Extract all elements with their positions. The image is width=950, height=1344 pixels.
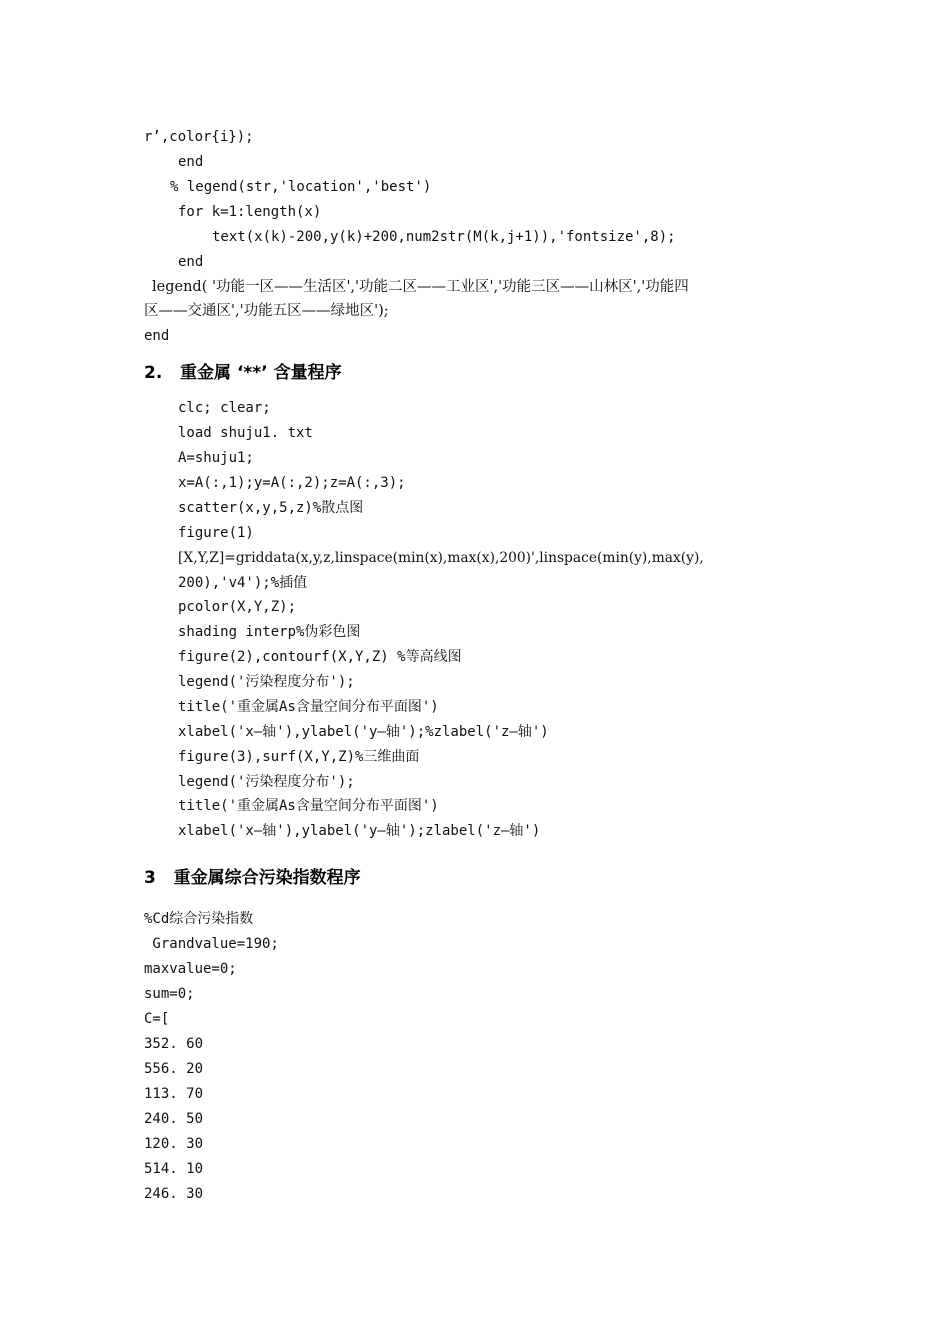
code-line: title('重金属As含量空间分布平面图')	[178, 699, 439, 715]
code-line: shading interp%伪彩色图	[178, 624, 361, 640]
section-heading: 2. 重金属 ‘**’ 含量程序	[144, 363, 342, 383]
code-line: legend( '功能一区——生活区','功能二区——工业区','功能三区——山林区','功能四	[152, 279, 689, 295]
code-line: Grandvalue=190;	[144, 936, 279, 952]
data-value: 246. 30	[144, 1186, 204, 1202]
code-line: legend('污染程度分布');	[178, 674, 355, 690]
code-line: 200),'v4');%插值	[178, 575, 308, 591]
code-line: pcolor(X,Y,Z);	[178, 599, 297, 615]
code-line: x=A(:,1);y=A(:,2);z=A(:,3);	[178, 475, 406, 491]
code-line: maxvalue=0;	[144, 961, 237, 977]
code-line: text(x(k)-200,y(k)+200,num2str(M(k,j+1)),'fontsize',8);	[212, 229, 676, 245]
code-line: figure(3),surf(X,Y,Z)%三维曲面	[178, 749, 420, 765]
data-value: 240. 50	[144, 1111, 204, 1127]
code-line: title('重金属As含量空间分布平面图')	[178, 798, 439, 814]
code-line: 区——交通区','功能五区——绿地区');	[144, 303, 389, 319]
code-line: xlabel('x—轴'),ylabel('y—轴');%zlabel('z—轴')	[178, 724, 549, 740]
code-line: [X,Y,Z]=griddata(x,y,z,linspace(min(x),max(x),200)',linspace(min(y),max(y),	[178, 550, 704, 566]
code-line: end	[178, 254, 204, 270]
code-line: figure(2),contourf(X,Y,Z) %等高线图	[178, 649, 462, 665]
code-line: C=[	[144, 1011, 170, 1027]
code-line: % legend(str,'location','best')	[170, 179, 432, 195]
code-line: r’,color{i});	[144, 129, 254, 145]
data-value: 514. 10	[144, 1161, 204, 1177]
section-heading: 3 重金属综合污染指数程序	[144, 868, 361, 888]
code-line: sum=0;	[144, 986, 195, 1002]
code-line: legend('污染程度分布');	[178, 774, 355, 790]
data-value: 556. 20	[144, 1061, 204, 1077]
code-line: A=shuju1;	[178, 450, 254, 466]
code-line: end	[144, 328, 170, 344]
code-line: %Cd综合污染指数	[144, 911, 254, 927]
code-line: figure(1)	[178, 525, 254, 541]
code-line: scatter(x,y,5,z)%散点图	[178, 500, 364, 516]
data-value: 352. 60	[144, 1036, 204, 1052]
data-value: 120. 30	[144, 1136, 204, 1152]
data-value: 113. 70	[144, 1086, 204, 1102]
code-line: xlabel('x—轴'),ylabel('y—轴');zlabel('z—轴')	[178, 823, 541, 839]
code-line: end	[178, 154, 204, 170]
code-line: load shuju1. txt	[178, 425, 313, 441]
code-line: for k=1:length(x)	[178, 204, 322, 220]
code-line: clc; clear;	[178, 400, 271, 416]
